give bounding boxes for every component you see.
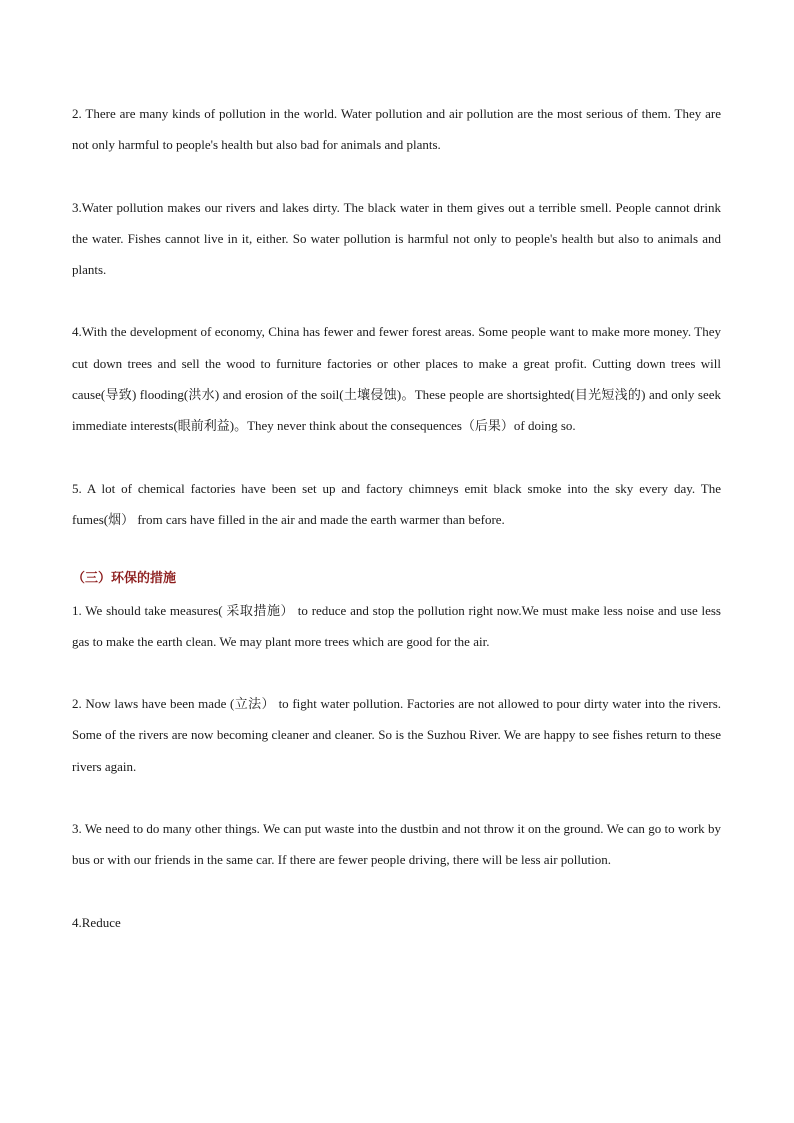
paragraph-5: 5. A lot of chemical factories have been set up and factory chimneys emit black smoke into the sky every day. The fumes(烟） from cars have filled in the air and made the earth warmer than before. [72,480,721,527]
paragraph-2: 2. There are many kinds of pollution in the world. Water pollution and air pollution are the most serious of them. They are not only harmful to people's health but also bad for animals and plants. [72,106,721,153]
measure-item-1: 1. We should take measures( 采取措施） to reduce and stop the pollution right now.We must make less noise and use less gas to make the earth clean. We may plant more trees which are good for the air. [72,602,721,649]
measure-item-4: 4.Reduce [72,914,121,930]
document-page [72,98,721,938]
measure-item-3: 3. We need to do many other things. We can put waste into the dustbin and not throw it on the ground. We can go to work by bus or with our friends in the same car. If there are fewer people driving, there will be less air pollution. [72,821,721,868]
paragraph-4: 4.With the development of economy, China has fewer and fewer forest areas. Some people want to make more money. They cut down trees and sell the wood to furniture factories or other places to make a great profit. Cutting down trees will cause(导致) flooding(洪水) and erosion of the soil(土壤侵蚀)。These people are shortsighted(目光短浅的) and only seek immediate interests(眼前利益)。They never think about the consequences（后果）of doing so. [72,324,721,434]
paragraph-3: 3.Water pollution makes our rivers and lakes dirty. The black water in them gives out a terrible smell. People cannot drink the water. Fishes cannot live in it, either. So water pollution is harmful not only to people's health but also to animals and plants. [72,199,721,278]
measure-item-2: 2. Now laws have been made (立法） to fight water pollution. Factories are not allowed to pour dirty water into the rivers. Some of the rivers are now becoming cleaner and cleaner. So is the Suzhou River. We are happy to see fishes return to these rivers again. [72,696,721,774]
section-heading-measures: （三）环保的措施 [72,571,177,587]
